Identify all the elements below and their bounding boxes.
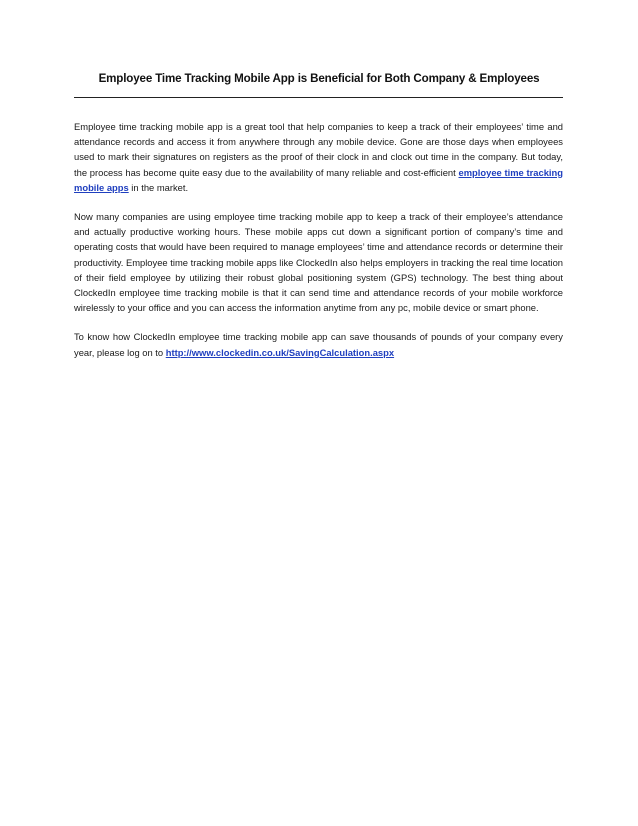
paragraph-benefits: Now many companies are using employee time tracking mobile app to keep a track of their employee’s attendance and actually productive working hours. These mobile apps cut down a significant portion of company’s time and operating costs that would have been required to manage employees’ time and attendance records or determine their productivity. Employee time tracking mobile apps like ClockedIn also helps employers in tracking the real time location of their field employee by utilizing their robust global positioning system (GPS) technology. The best thing about ClockedIn employee time tracking mobile is that it can send time and attendance records of your mobile workforce wirelessly to your office and you can access the information anytime from any pc, mobile device or smart phone. [74, 211, 563, 314]
employee-time-tracking-apps-link[interactable]: employee time tracking mobile apps [74, 166, 563, 193]
saving-calculation-url-link[interactable]: http://www.clockedin.co.uk/SavingCalculation.aspx [165, 346, 395, 358]
horizontal-rule-line [74, 97, 563, 98]
paragraph-intro-tail: in the market. [128, 181, 189, 193]
title-underline-rule [74, 84, 563, 100]
document-body [74, 119, 563, 360]
paragraph-call-to-action [74, 329, 563, 359]
document-title: Employee Time Tracking Mobile App is Beneficial for Both Company & Employees [98, 72, 540, 85]
paragraph-intro [74, 119, 563, 195]
paragraph-intro-text: Employee time tracking mobile app is a great tool that help companies to keep a track of their employees’ time and attendance records and access it from anywhere through any mobile device. Gone are those days when employees used to mark their signatures on registers as the proof of their clock in and clock out time in the company. But today, the process has become quite easy due to the availability of many reliable and cost-efficient [74, 121, 563, 178]
paragraph-cta-text: To know how ClockedIn employee time tracking mobile app can save thousands of pounds of your company every year, please log on to [74, 331, 563, 358]
